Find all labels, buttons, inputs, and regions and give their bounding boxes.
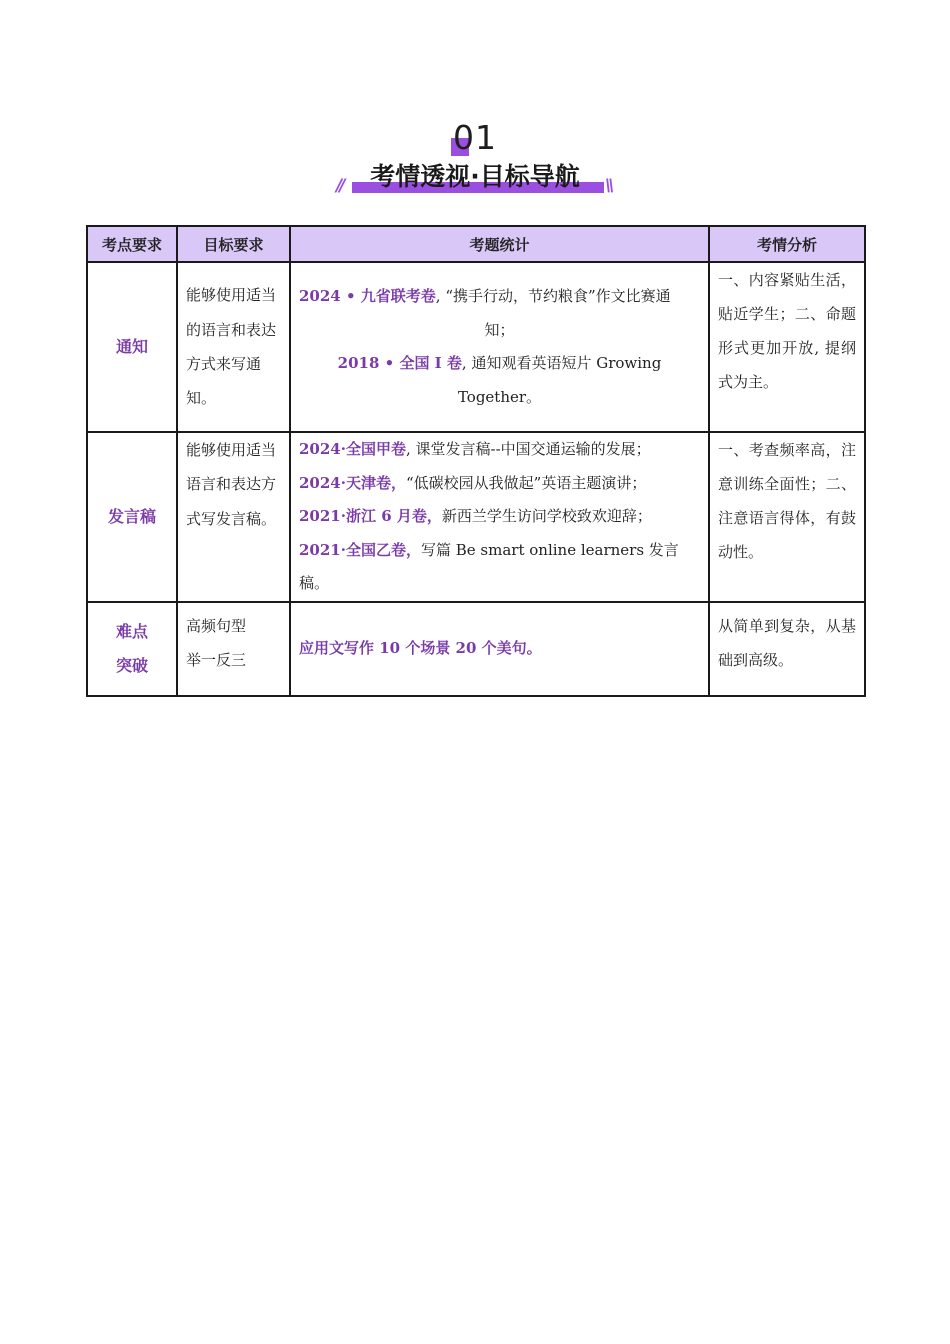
exam-description: 知； [484,320,515,339]
table-row [87,432,865,602]
stats-line [299,314,700,348]
exam-source-highlight: 应用文写作 10 个场景 20 个美句。 [299,638,542,657]
right-slash-decoration: \\ [605,176,612,196]
category-cell: 难点突破 [87,602,177,696]
goal-cell: 高频句型举一反三 [177,602,290,696]
header-cell: 目标要求 [177,226,290,262]
header-cell: 考情分析 [709,226,865,262]
header-cell: 考题统计 [290,226,709,262]
goal-cell: 能够使用适当的语言和表达方式来写通知。 [177,262,290,432]
stats-cell [290,262,709,432]
exam-source-highlight: 2024·全国甲卷 [299,440,406,458]
exam-description: , 课堂发言稿--中国交通运输的发展； [405,440,651,458]
analysis-cell: 从简单到复杂，从基础到高级。 [709,602,865,696]
table-row [87,262,865,432]
stats-cell [290,602,709,696]
analysis-cell: 一、考查频率高，注意训练全面性；二、注意语言得体，有鼓动性。 [709,432,865,602]
category-cell: 通知 [87,262,177,432]
section-number: 01 [453,118,497,157]
exam-description: 写篇 Be smart online learners 发言稿。 [299,540,679,592]
goal-cell: 能够使用适当语言和表达方式写发言稿。 [177,432,290,602]
stats-line [299,280,700,314]
exam-description: , 通知观看英语短片 Growing Together。 [457,354,662,406]
exam-source-highlight: 2021·全国乙卷， [299,540,421,559]
table-header-row [87,226,865,262]
header-cell: 考点要求 [87,226,177,262]
analysis-cell: 一、内容紧贴生活，贴近学生；二、命题形式更加开放, 提纲式为主。 [709,262,865,432]
exam-source-highlight: 2018 • 全国 I 卷 [337,354,462,372]
left-slash-decoration: // [336,176,343,196]
stats-line [299,347,700,414]
exam-description: 新西兰学生访问学校致欢迎辞； [441,507,652,525]
exam-analysis-table [86,225,866,697]
stats-line [299,433,700,467]
exam-description: , “携手行动，节约粮食”作文比赛通 [435,287,671,305]
stats-line [299,467,700,501]
exam-description: “低碳校园从我做起”英语主题演讲； [405,473,647,492]
exam-source-highlight: 2024·天津卷， [299,473,406,492]
table-row [87,602,865,696]
stats-cell [290,432,709,602]
exam-source-highlight: 2021·浙江 6 月卷， [299,507,442,525]
stats-line [299,632,700,666]
exam-source-highlight: 2024 • 九省联考卷 [299,287,436,305]
section-heading [0,118,950,202]
category-cell: 发言稿 [87,432,177,602]
stats-line [299,534,700,601]
section-title: 考情透视·目标导航 [370,162,580,191]
stats-line [299,500,700,534]
